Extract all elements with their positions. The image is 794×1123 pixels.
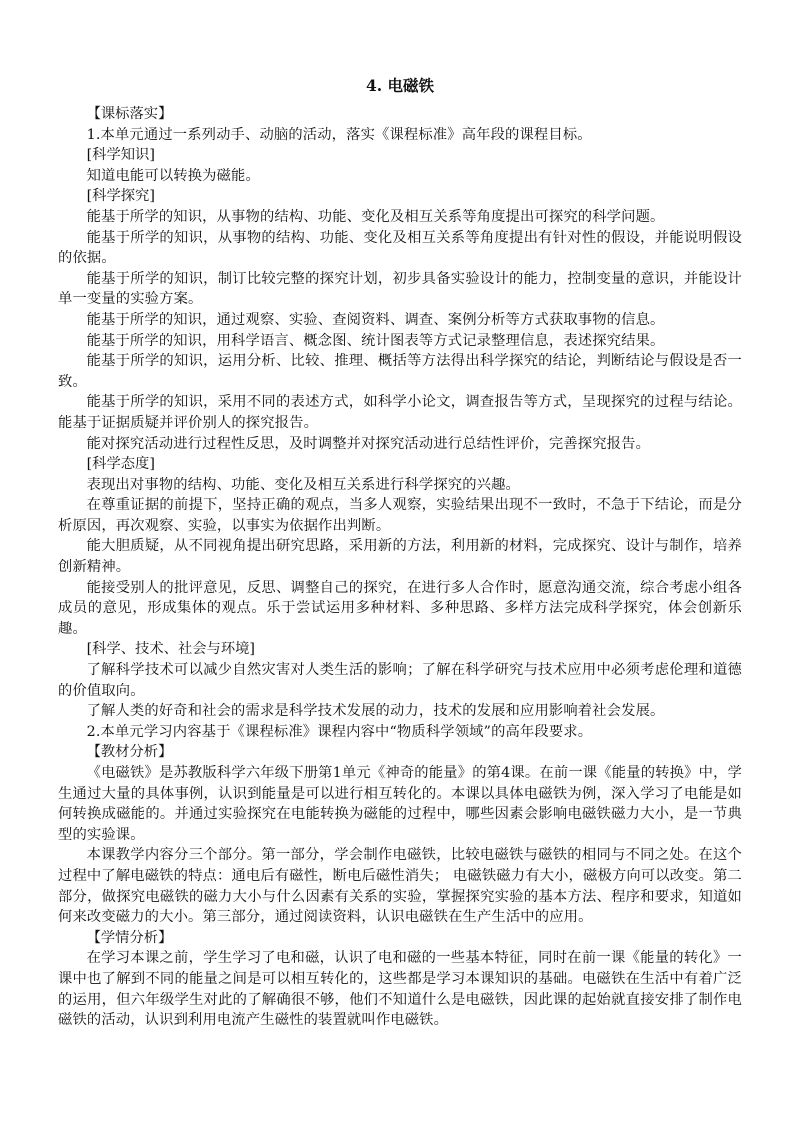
paragraph: 在学习本课之前，学生学习了电和磁，认识了电和磁的一些基本特征，同时在前一课《能量的转化》一课中也了解到不同的能量之间是可以相互转化的，这些都是学习本课知识的基础。电磁铁在生活中有着广泛的运用，但六年级学生对此的了解确很不够，他们不知道什么是电磁铁，因此课的起始就直接安排了制作电磁铁的活动，认识到利用电流产生磁性的装置就叫作电磁铁。 <box>58 950 742 1029</box>
paragraph: 《电磁铁》是苏教版科学六年级下册第1单元《神奇的能量》的第4课。在前一课《能量的转换》中，学生通过大量的具体事例，认识到能量是可以进行相互转化的。本课以具体电磁铁为例，深入学习了电能是如何转换成磁能的。并通过实验探究在电能转换为磁能的过程中，哪些因素会影响电磁铁磁力大小，是一节典型的实验课。 <box>58 765 742 843</box>
paragraph: 能对探究活动进行过程性反思，及时调整并对探究活动进行总结性评价，完善探究报告。 <box>86 435 651 452</box>
document-body <box>58 104 742 1031</box>
paragraph: 能基于所学的知识，用科学语言、概念图、统计图表等方式记录整理信息，表述探究结果。 <box>86 332 665 349</box>
paragraph: 了解人类的好奇和社会的需求是科学技术发展的动力，技术的发展和应用影响着社会发展。 <box>86 703 665 720</box>
paragraph: 能基于所学的知识，运用分析、比较、推理、概括等方法得出科学探究的结论，判断结论与假设是否一致。 <box>58 353 742 390</box>
subsection-heading: [科学、技术、社会与环境] <box>86 641 256 658</box>
subsection-heading: [科学态度] <box>86 456 155 473</box>
paragraph: 了解科学技术可以减少自然灾害对人类生活的影响；了解在科学研究与技术应用中必须考虑伦理和道德的价值取向。 <box>58 662 742 699</box>
paragraph: 能接受别人的批评意见，反思、调整自己的探究，在进行多人合作时，愿意沟通交流，综合考虑小组各成员的意见，形成集体的观点。乐于尝试运用多种材料、多种思路、多样方法完成科学探究，体会创新乐趣。 <box>58 579 742 637</box>
paragraph: 1.本单元通过一系列动手、动脑的活动，落实《课程标准》高年段的课程目标。 <box>86 126 592 143</box>
paragraph: 表现出对事物的结构、功能、变化及相互关系进行科学探究的兴趣。 <box>86 476 520 493</box>
paragraph: 能基于所学的知识，通过观察、实验、查阅资料、调查、案例分析等方式获取事物的信息。 <box>86 311 665 328</box>
paragraph: 能基于所学的知识，制订比较完整的探究计划，初步具备实验设计的能力，控制变量的意识，并能设计单一变量的实验方案。 <box>58 270 742 308</box>
paragraph: 2.本单元学习内容基于《课程标准》课程内容中“物质科学领域”的高年段要求。 <box>86 723 593 740</box>
section-heading: 【教材分析】 <box>86 744 173 761</box>
paragraph: 在尊重证据的前提下，坚持正确的观点，当多人观察，实验结果出现不一致时，不急于下结论，而是分析原因，再次观察、实验，以事实为依据作出判断。 <box>58 497 742 534</box>
paragraph: 能大胆质疑，从不同视角提出研究思路，采用新的方法，利用新的材料，完成探究、设计与制作，培养创新精神。 <box>58 538 742 576</box>
paragraph: 能基于所学的知识，采用不同的表述方式，如科学小论文，调查报告等方式，呈现探究的过程与结论。能基于证据质疑并评价别人的探究报告。 <box>58 394 742 431</box>
subsection-heading: [科学知识] <box>86 147 155 164</box>
section-heading: 【课标落实】 <box>86 106 173 122</box>
subsection-heading: [科学探究] <box>86 188 155 205</box>
paragraph: 能基于所学的知识，从事物的结构、功能、变化及相互关系等角度提出有针对性的假设，并能说明假设的依据。 <box>58 229 742 267</box>
paragraph: 知道电能可以转换为磁能。 <box>86 167 260 184</box>
section-heading: 【学情分析】 <box>86 929 173 946</box>
paragraph: 能基于所学的知识，从事物的结构、功能、变化及相互关系等角度提出可探究的科学问题。 <box>86 208 665 225</box>
document-title: 4. 电磁铁 <box>365 76 435 95</box>
paragraph: 本课教学内容分三个部分。第一部分，学会制作电磁铁，比较电磁铁与磁铁的相同与不同之处。在这个过程中了解电磁铁的特点：通电后有磁性，断电后磁性消失； 电磁铁磁力有大小，磁极方向可以改变。第二部分，做探究电磁铁的磁力大小与什么因素有关系的实验，掌握探究实验的基本方法、程序和要求，知道如何来改变磁力的大小。第三部分，通过阅读资料，认识电磁铁在生产生活中的应用。 <box>58 847 742 926</box>
